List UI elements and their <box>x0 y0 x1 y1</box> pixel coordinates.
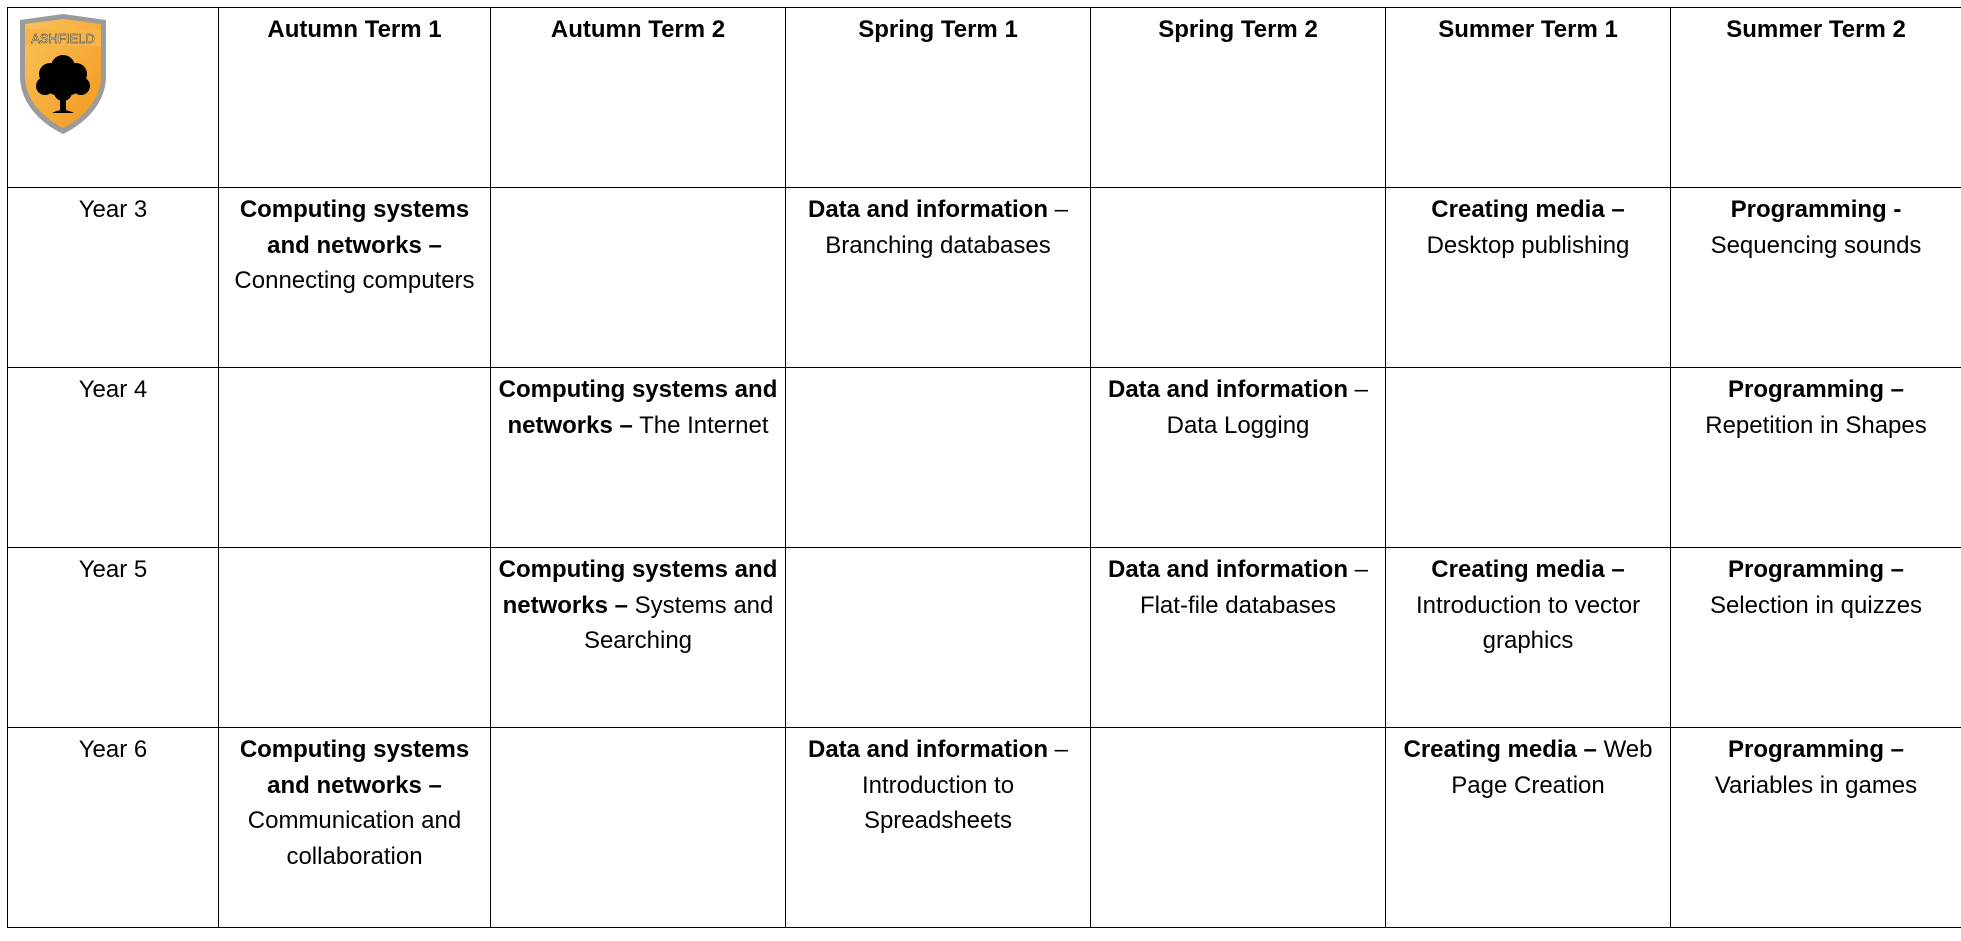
unit-cell <box>1671 548 1961 728</box>
term-header-autumn-1: Autumn Term 1 <box>219 8 491 188</box>
strand-label: Programming – <box>1727 736 1905 763</box>
year-label: Year 6 <box>8 728 219 928</box>
unit-cell <box>1671 188 1961 368</box>
unit-cell <box>1091 368 1386 548</box>
curriculum-table <box>7 7 1961 928</box>
strand-label: Data and information <box>1107 556 1348 583</box>
unit-cell <box>1386 728 1671 928</box>
term-header-spring-1: Spring Term 1 <box>786 8 1091 188</box>
unit-cell <box>1091 548 1386 728</box>
ashfield-crest-logo <box>14 12 112 137</box>
unit-topic: – Introduction to Spreadsheets <box>861 736 1069 834</box>
strand-label: Data and information <box>1107 376 1348 403</box>
unit-cell <box>1386 548 1671 728</box>
unit-cell <box>786 368 1091 548</box>
unit-cell <box>1671 728 1961 928</box>
strand-label: Data and information <box>807 736 1048 763</box>
unit-topic: – Flat-file databases <box>1139 556 1369 619</box>
unit-topic: Desktop publishing <box>1426 231 1630 259</box>
strand-label: Programming - <box>1730 196 1902 223</box>
year-row-5 <box>8 548 1961 728</box>
unit-topic: Web Page Creation <box>1451 736 1653 799</box>
unit-topic: Systems and Searching <box>583 591 774 654</box>
strand-label: Programming – <box>1727 376 1905 403</box>
unit-cell <box>491 548 786 728</box>
term-header-spring-2: Spring Term 2 <box>1091 8 1386 188</box>
unit-cell <box>491 728 786 928</box>
strand-label: Computing systems and networks – <box>239 736 470 799</box>
year-label: Year 5 <box>8 548 219 728</box>
term-header-summer-1: Summer Term 1 <box>1386 8 1671 188</box>
unit-cell <box>1386 188 1671 368</box>
strand-label: Computing systems and networks – <box>239 196 470 259</box>
unit-topic: Repetition in Shapes <box>1705 411 1927 439</box>
strand-label: Programming – <box>1727 556 1905 583</box>
unit-cell <box>786 728 1091 928</box>
crest-text: ASHFIELD <box>31 31 95 46</box>
strand-label: Data and information <box>807 196 1048 223</box>
unit-topic: Sequencing sounds <box>1710 231 1922 259</box>
strand-label: Creating media – <box>1403 736 1597 763</box>
unit-topic: Selection in quizzes <box>1709 591 1923 619</box>
term-header-summer-2: Summer Term 2 <box>1671 8 1961 188</box>
strand-label: Creating media – <box>1431 556 1625 583</box>
unit-topic: Introduction to vector graphics <box>1415 591 1641 654</box>
unit-cell <box>786 548 1091 728</box>
strand-label: Creating media – <box>1431 196 1625 223</box>
unit-cell <box>1091 188 1386 368</box>
term-header-autumn-2: Autumn Term 2 <box>491 8 786 188</box>
year-row-3 <box>8 188 1961 368</box>
unit-cell <box>1386 368 1671 548</box>
unit-cell <box>1671 368 1961 548</box>
unit-cell <box>219 368 491 548</box>
year-label: Year 4 <box>8 368 219 548</box>
unit-cell <box>219 728 491 928</box>
unit-cell <box>219 188 491 368</box>
logo-cell <box>8 8 219 188</box>
unit-topic: The Internet <box>632 411 769 439</box>
unit-topic: Connecting computers <box>234 267 475 294</box>
unit-cell <box>491 368 786 548</box>
unit-topic: Communication and collaboration <box>247 807 462 870</box>
unit-topic: – Data Logging <box>1166 376 1369 439</box>
unit-cell <box>491 188 786 368</box>
year-row-4 <box>8 368 1961 548</box>
year-row-6 <box>8 728 1961 928</box>
unit-cell <box>1091 728 1386 928</box>
unit-cell <box>219 548 491 728</box>
strand-label: Computing systems and networks – <box>498 556 778 619</box>
unit-cell <box>786 188 1091 368</box>
strand-label: Computing systems and networks – <box>498 376 778 439</box>
header-row <box>8 8 1961 188</box>
unit-topic: – Branching databases <box>825 196 1069 259</box>
unit-topic: Variables in games <box>1714 771 1918 799</box>
year-label: Year 3 <box>8 188 219 368</box>
